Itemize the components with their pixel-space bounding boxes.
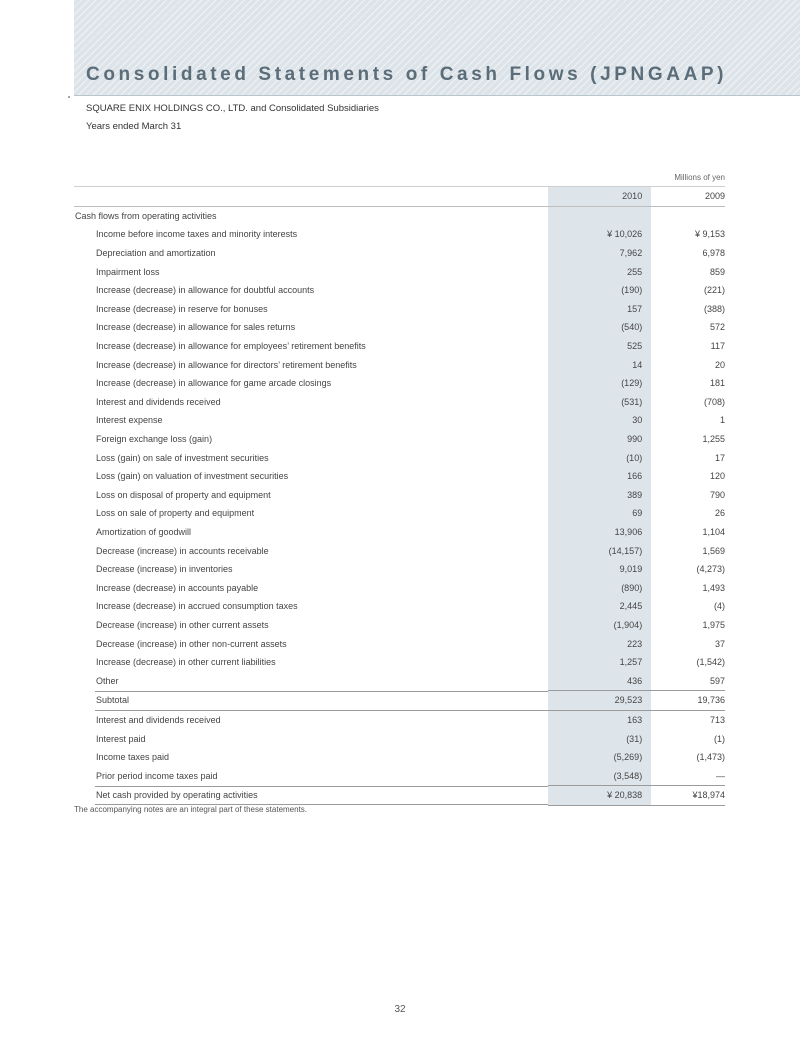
table-row bbox=[74, 578, 725, 597]
row-label: Interest paid bbox=[96, 733, 146, 744]
table-row bbox=[74, 653, 725, 672]
table-row bbox=[74, 523, 725, 542]
table-row bbox=[74, 597, 725, 616]
table-row bbox=[74, 467, 725, 486]
value-2010: 1,257 bbox=[548, 653, 651, 672]
column-header-2010: 2010 bbox=[548, 187, 651, 207]
value-2010: 7,962 bbox=[548, 244, 651, 263]
value-2009: 1,975 bbox=[702, 619, 725, 630]
value-2010: 9,019 bbox=[548, 560, 651, 579]
table-row bbox=[74, 355, 725, 374]
value-2009: 6,978 bbox=[702, 248, 725, 259]
cash-flow-table bbox=[74, 186, 725, 806]
table-row bbox=[74, 671, 725, 690]
value-2010: (890) bbox=[548, 578, 651, 597]
value-2010: 29,523 bbox=[548, 691, 651, 711]
row-label: Increase (decrease) in allowance for sales returns bbox=[96, 322, 296, 333]
value-2010: (190) bbox=[548, 281, 651, 300]
value-2009: (1,473) bbox=[696, 752, 725, 763]
table-header-row bbox=[74, 187, 725, 207]
value-2010: (1,904) bbox=[548, 616, 651, 635]
value-2010: 14 bbox=[548, 355, 651, 374]
subtitle-block bbox=[86, 100, 379, 136]
table-row bbox=[74, 411, 725, 430]
row-label: Increase (decrease) in accounts payable bbox=[96, 582, 259, 593]
row-label: Net cash provided by operating activities bbox=[74, 786, 548, 806]
row-label: Loss on sale of property and equipment bbox=[96, 508, 255, 519]
value-2009: 19,736 bbox=[651, 691, 725, 711]
value-2010: 990 bbox=[548, 430, 651, 449]
value-2009: 26 bbox=[714, 508, 725, 519]
table-row bbox=[74, 486, 725, 505]
page-title: Consolidated Statements of Cash Flows (JPNGAAP) bbox=[86, 64, 728, 85]
header-blank bbox=[74, 187, 548, 207]
table-row bbox=[74, 393, 725, 412]
value-2009: (4,273) bbox=[696, 564, 725, 575]
row-label: Increase (decrease) in accrued consumption taxes bbox=[96, 601, 298, 612]
table-row bbox=[74, 560, 725, 579]
row-label: Decrease (increase) in accounts receivable bbox=[96, 545, 269, 556]
row-label: Increase (decrease) in allowance for employees’ retirement benefits bbox=[96, 341, 366, 352]
value-2009: (1,542) bbox=[696, 657, 725, 668]
decorative-tick bbox=[68, 96, 70, 98]
row-label: Decrease (increase) in other non-current assets bbox=[96, 638, 287, 649]
row-label: Prior period income taxes paid bbox=[96, 770, 218, 781]
value-2010: 2,445 bbox=[548, 597, 651, 616]
value-2009: 859 bbox=[709, 266, 725, 277]
section-blank-2010 bbox=[548, 206, 651, 225]
row-label: Increase (decrease) in other current liabilities bbox=[96, 657, 276, 668]
row-label: Loss (gain) on valuation of investment securities bbox=[96, 471, 289, 482]
value-2010: 525 bbox=[548, 337, 651, 356]
row-label: Subtotal bbox=[74, 691, 548, 711]
value-2009: 1,255 bbox=[702, 434, 725, 445]
row-label: Loss on disposal of property and equipment bbox=[96, 489, 271, 500]
row-label: Increase (decrease) in allowance for directors’ retirement benefits bbox=[96, 359, 357, 370]
value-2010: (5,269) bbox=[548, 748, 651, 767]
value-2010: ¥ 10,026 bbox=[548, 225, 651, 244]
value-2010: 255 bbox=[548, 262, 651, 281]
table-row bbox=[74, 616, 725, 635]
table-row bbox=[74, 504, 725, 523]
value-2010: 436 bbox=[548, 671, 651, 690]
value-2009: (4) bbox=[714, 601, 725, 612]
value-2010: (540) bbox=[548, 318, 651, 337]
row-label: Loss (gain) on sale of investment securities bbox=[96, 452, 269, 463]
fiscal-period: Years ended March 31 bbox=[86, 121, 182, 132]
table-row bbox=[74, 634, 725, 653]
table-row bbox=[74, 262, 725, 281]
value-2010: 223 bbox=[548, 634, 651, 653]
row-label: Amortization of goodwill bbox=[96, 526, 192, 537]
value-2010: 166 bbox=[548, 467, 651, 486]
row-label: Decrease (increase) in inventories bbox=[96, 564, 233, 575]
row-label: Foreign exchange loss (gain) bbox=[96, 434, 213, 445]
table-row bbox=[74, 448, 725, 467]
table-row bbox=[74, 225, 725, 244]
table-row bbox=[74, 281, 725, 300]
value-2009: — bbox=[716, 770, 725, 781]
page-number: 32 bbox=[394, 1004, 406, 1015]
row-label: Increase (decrease) in allowance for game arcade closings bbox=[96, 378, 332, 389]
company-name: SQUARE ENIX HOLDINGS CO., LTD. and Consolidated Subsidiaries bbox=[86, 103, 379, 114]
row-label: Interest expense bbox=[96, 415, 163, 426]
row-label: Increase (decrease) in reserve for bonuses bbox=[96, 303, 268, 314]
value-2009: 1,104 bbox=[702, 526, 725, 537]
value-2010: (531) bbox=[548, 393, 651, 412]
value-2009: 713 bbox=[651, 710, 725, 729]
row-label: Interest and dividends received bbox=[74, 710, 548, 729]
value-2009: 37 bbox=[714, 638, 725, 649]
value-2009: 1 bbox=[719, 415, 725, 426]
value-2009: 117 bbox=[710, 341, 725, 352]
value-2010: ¥ 20,838 bbox=[548, 786, 651, 806]
value-2010: 30 bbox=[548, 411, 651, 430]
value-2009: (221) bbox=[703, 285, 725, 296]
row-label: Impairment loss bbox=[96, 266, 160, 277]
table-row bbox=[74, 541, 725, 560]
value-2009: 1,569 bbox=[702, 545, 725, 556]
value-2010: (31) bbox=[548, 729, 651, 748]
value-2010: 69 bbox=[548, 504, 651, 523]
row-label: Income taxes paid bbox=[96, 752, 170, 763]
value-2010: (3,548) bbox=[548, 766, 651, 785]
value-2009: (708) bbox=[703, 396, 725, 407]
table-row bbox=[74, 710, 725, 729]
value-2010: 13,906 bbox=[548, 523, 651, 542]
value-2010: (14,157) bbox=[548, 541, 651, 560]
units-label: Millions of yen bbox=[674, 173, 725, 182]
value-2010: 389 bbox=[548, 486, 651, 505]
value-2009: ¥18,974 bbox=[651, 786, 725, 806]
footnote: The accompanying notes are an integral part of these statements. bbox=[74, 805, 308, 814]
value-2010: (129) bbox=[548, 374, 651, 393]
value-2009: (1) bbox=[714, 733, 725, 744]
value-2009: 1,493 bbox=[702, 582, 725, 593]
table-row bbox=[74, 318, 725, 337]
table-row bbox=[74, 430, 725, 449]
row-label: Decrease (increase) in other current assets bbox=[96, 619, 269, 630]
row-label: Interest and dividends received bbox=[96, 396, 221, 407]
value-2009: 597 bbox=[709, 675, 725, 686]
value-2009: 790 bbox=[709, 489, 725, 500]
value-2009: 20 bbox=[714, 359, 725, 370]
value-2010: 157 bbox=[548, 300, 651, 319]
table-row bbox=[74, 337, 725, 356]
section-header-row bbox=[74, 206, 725, 225]
table-row bbox=[74, 729, 725, 748]
table-row bbox=[74, 786, 725, 806]
row-label: Income before income taxes and minority interests bbox=[96, 229, 298, 240]
section-blank-2009 bbox=[651, 206, 725, 225]
row-label: Increase (decrease) in allowance for doubtful accounts bbox=[96, 285, 315, 296]
value-2009: 181 bbox=[709, 378, 725, 389]
value-2009: 572 bbox=[709, 322, 725, 333]
table-row bbox=[74, 244, 725, 263]
table-row bbox=[74, 691, 725, 711]
value-2009: 120 bbox=[709, 471, 725, 482]
value-2009: 17 bbox=[714, 452, 725, 463]
column-header-2009: 2009 bbox=[651, 187, 725, 207]
table-row bbox=[74, 748, 725, 767]
table-row bbox=[74, 300, 725, 319]
value-2010: (10) bbox=[548, 448, 651, 467]
table-row bbox=[74, 766, 725, 785]
section-title: Cash flows from operating activities bbox=[75, 210, 217, 221]
value-2009: (388) bbox=[703, 303, 725, 314]
row-label: Depreciation and amortization bbox=[96, 248, 216, 259]
value-2009: ¥ 9,153 bbox=[694, 229, 725, 240]
value-2010: 163 bbox=[548, 710, 651, 729]
row-label: Other bbox=[96, 675, 119, 686]
table-row bbox=[74, 374, 725, 393]
